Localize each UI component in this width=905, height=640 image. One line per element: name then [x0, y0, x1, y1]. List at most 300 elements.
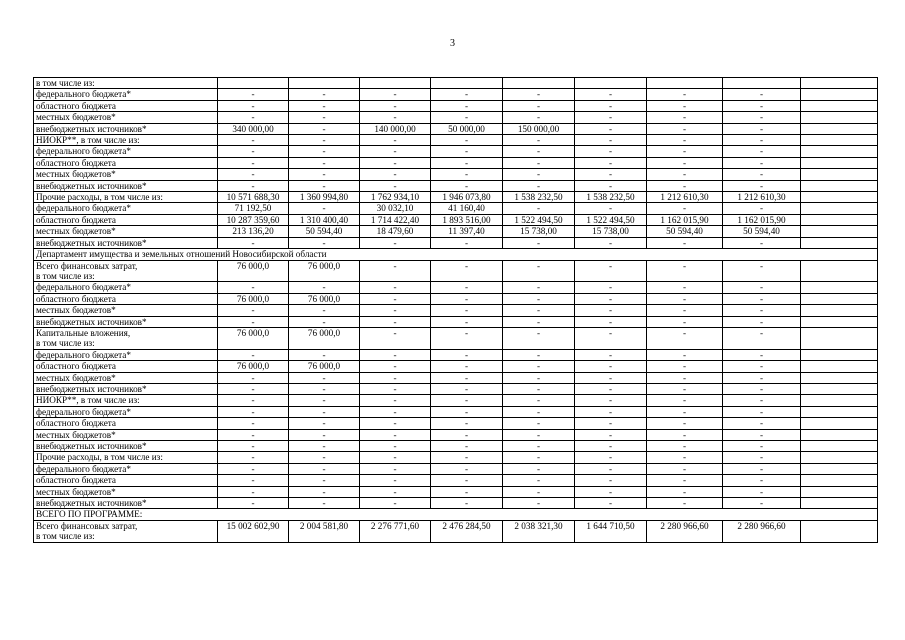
value-cell: [801, 316, 878, 327]
value-cell: -: [360, 327, 431, 349]
value-cell: [801, 214, 878, 225]
row-label-line: местных бюджетов*: [36, 486, 116, 497]
value-cell: -: [218, 475, 289, 486]
table-body: [34, 78, 878, 543]
value-cell: [801, 169, 878, 180]
value-cell: -: [723, 146, 801, 157]
value-cell: [431, 78, 503, 89]
value-cell: -: [503, 463, 575, 474]
value-cell: 15 738,00: [503, 226, 575, 237]
value-cell: -: [647, 316, 723, 327]
value-cell: -: [575, 349, 647, 360]
row-label-line: внебюджетных источников*: [36, 123, 147, 134]
value-cell: -: [647, 305, 723, 316]
value-cell: -: [431, 146, 503, 157]
value-cell: 15 738,00: [575, 226, 647, 237]
value-cell: [647, 78, 723, 89]
table-row: [34, 372, 878, 383]
value-cell: -: [431, 135, 503, 146]
value-cell: -: [289, 237, 360, 248]
row-label-line: федерального бюджета*: [36, 89, 131, 100]
value-cell: 213 136,20: [218, 226, 289, 237]
row-label-line: НИОКР**, в том числе из:: [36, 395, 140, 406]
table-row: [34, 282, 878, 293]
value-cell: -: [647, 349, 723, 360]
value-cell: -: [647, 395, 723, 406]
table-row: [34, 475, 878, 486]
value-cell: -: [431, 498, 503, 509]
value-cell: -: [575, 327, 647, 349]
row-label-line: местных бюджетов*: [36, 429, 116, 440]
value-cell: -: [647, 123, 723, 134]
row-label-line: областного бюджета: [36, 214, 116, 225]
value-cell: -: [431, 260, 503, 282]
value-cell: -: [503, 112, 575, 123]
value-cell: -: [218, 305, 289, 316]
row-label: [34, 203, 218, 214]
value-cell: -: [360, 406, 431, 417]
value-cell: [801, 361, 878, 372]
value-cell: -: [360, 452, 431, 463]
value-cell: -: [647, 260, 723, 282]
value-cell: -: [431, 418, 503, 429]
row-label: [34, 135, 218, 146]
value-cell: -: [360, 441, 431, 452]
value-cell: [801, 157, 878, 168]
row-label-line: федерального бюджета*: [36, 203, 131, 214]
value-cell: -: [431, 463, 503, 474]
value-cell: 76 000,0: [289, 327, 360, 349]
value-cell: -: [218, 282, 289, 293]
value-cell: -: [289, 203, 360, 214]
value-cell: [801, 192, 878, 203]
value-cell: -: [289, 475, 360, 486]
value-cell: -: [360, 305, 431, 316]
value-cell: -: [218, 135, 289, 146]
table-row: [34, 203, 878, 214]
value-cell: -: [289, 429, 360, 440]
value-cell: -: [503, 293, 575, 304]
value-cell: 1 310 400,40: [289, 214, 360, 225]
value-cell: -: [723, 372, 801, 383]
table-row: [34, 406, 878, 417]
value-cell: -: [218, 383, 289, 394]
table-row: [34, 157, 878, 168]
value-cell: -: [723, 100, 801, 111]
value-cell: -: [360, 89, 431, 100]
value-cell: -: [575, 475, 647, 486]
value-cell: [289, 78, 360, 89]
value-cell: -: [503, 452, 575, 463]
value-cell: -: [575, 293, 647, 304]
value-cell: -: [289, 169, 360, 180]
table-row: [34, 316, 878, 327]
value-cell: 10 287 359,60: [218, 214, 289, 225]
table-row: [34, 192, 878, 203]
value-cell: 71 192,50: [218, 203, 289, 214]
value-cell: -: [575, 146, 647, 157]
section-header-row: [34, 249, 878, 260]
value-cell: -: [723, 169, 801, 180]
financing-table: [33, 77, 878, 543]
value-cell: -: [431, 395, 503, 406]
value-cell: -: [360, 135, 431, 146]
value-cell: -: [575, 383, 647, 394]
value-cell: 41 160,40: [431, 203, 503, 214]
value-cell: -: [360, 429, 431, 440]
row-label-line: в том числе из:: [36, 338, 95, 349]
value-cell: -: [503, 327, 575, 349]
value-cell: -: [503, 260, 575, 282]
row-label: [34, 169, 218, 180]
value-cell: -: [218, 169, 289, 180]
table-row: [34, 214, 878, 225]
value-cell: -: [218, 406, 289, 417]
value-cell: -: [723, 441, 801, 452]
row-label-line: областного бюджета: [36, 418, 116, 429]
value-cell: -: [575, 429, 647, 440]
value-cell: -: [647, 418, 723, 429]
value-cell: -: [723, 305, 801, 316]
value-cell: -: [575, 135, 647, 146]
table-row: [34, 395, 878, 406]
value-cell: -: [575, 100, 647, 111]
value-cell: -: [218, 100, 289, 111]
row-label: [34, 89, 218, 100]
row-label-line: местных бюджетов*: [36, 169, 116, 180]
row-label: [34, 498, 218, 509]
value-cell: [801, 78, 878, 89]
value-cell: [801, 395, 878, 406]
value-cell: -: [723, 203, 801, 214]
value-cell: -: [723, 293, 801, 304]
value-cell: -: [360, 112, 431, 123]
value-cell: -: [360, 463, 431, 474]
value-cell: -: [289, 123, 360, 134]
value-cell: -: [575, 406, 647, 417]
value-cell: -: [360, 293, 431, 304]
value-cell: 11 397,40: [431, 226, 503, 237]
table-row: [34, 429, 878, 440]
row-label: [34, 282, 218, 293]
value-cell: -: [431, 452, 503, 463]
value-cell: -: [289, 383, 360, 394]
row-label-line: местных бюджетов*: [36, 226, 116, 237]
value-cell: [801, 429, 878, 440]
value-cell: -: [575, 316, 647, 327]
value-cell: [218, 78, 289, 89]
value-cell: -: [647, 383, 723, 394]
value-cell: -: [360, 146, 431, 157]
value-cell: -: [503, 498, 575, 509]
value-cell: [801, 372, 878, 383]
value-cell: 30 032,10: [360, 203, 431, 214]
value-cell: -: [503, 169, 575, 180]
value-cell: 2 276 771,60: [360, 520, 431, 542]
value-cell: [801, 237, 878, 248]
row-label-line: внебюджетных источников*: [36, 316, 147, 327]
value-cell: -: [431, 475, 503, 486]
row-label-line: Всего финансовых затрат,: [36, 520, 138, 531]
row-label-line: местных бюджетов*: [36, 305, 116, 316]
value-cell: -: [503, 406, 575, 417]
value-cell: -: [360, 180, 431, 191]
value-cell: -: [360, 383, 431, 394]
value-cell: -: [431, 157, 503, 168]
value-cell: 1 893 516,00: [431, 214, 503, 225]
value-cell: -: [431, 169, 503, 180]
value-cell: 76 000,0: [289, 361, 360, 372]
row-label-line: Прочие расходы, в том числе из:: [36, 452, 163, 463]
value-cell: -: [723, 406, 801, 417]
value-cell: -: [289, 282, 360, 293]
value-cell: [575, 78, 647, 89]
value-cell: -: [723, 89, 801, 100]
value-cell: 18 479,60: [360, 226, 431, 237]
value-cell: -: [360, 372, 431, 383]
value-cell: -: [503, 180, 575, 191]
value-cell: -: [723, 135, 801, 146]
value-cell: [801, 486, 878, 497]
value-cell: -: [289, 316, 360, 327]
value-cell: -: [503, 237, 575, 248]
value-cell: 50 594,40: [647, 226, 723, 237]
table-row: [34, 498, 878, 509]
value-cell: -: [431, 486, 503, 497]
value-cell: -: [647, 372, 723, 383]
table-row: [34, 305, 878, 316]
value-cell: -: [218, 89, 289, 100]
value-cell: -: [218, 463, 289, 474]
row-label-line: внебюджетных источников*: [36, 441, 147, 451]
value-cell: -: [503, 475, 575, 486]
row-label: [34, 372, 218, 383]
row-label-line: местных бюджетов*: [36, 372, 116, 383]
value-cell: 1 212 610,30: [723, 192, 801, 203]
value-cell: 1 946 073,80: [431, 192, 503, 203]
value-cell: 2 280 966,60: [723, 520, 801, 542]
value-cell: -: [647, 169, 723, 180]
table-row: [34, 100, 878, 111]
value-cell: -: [503, 146, 575, 157]
value-cell: -: [575, 282, 647, 293]
value-cell: [723, 78, 801, 89]
value-cell: 2 038 321,30: [503, 520, 575, 542]
value-cell: -: [575, 372, 647, 383]
value-cell: -: [218, 418, 289, 429]
value-cell: -: [289, 180, 360, 191]
value-cell: -: [723, 418, 801, 429]
value-cell: -: [647, 135, 723, 146]
row-label-line: Капитальные вложения,: [36, 327, 131, 338]
value-cell: -: [723, 383, 801, 394]
value-cell: [801, 463, 878, 474]
row-label: [34, 475, 218, 486]
value-cell: [801, 418, 878, 429]
value-cell: -: [647, 282, 723, 293]
value-cell: -: [503, 157, 575, 168]
value-cell: -: [289, 486, 360, 497]
value-cell: -: [575, 498, 647, 509]
value-cell: 50 594,40: [723, 226, 801, 237]
row-label: [34, 441, 218, 452]
value-cell: -: [723, 123, 801, 134]
table-row: [34, 180, 878, 191]
value-cell: -: [503, 372, 575, 383]
value-cell: -: [360, 260, 431, 282]
table-row: [34, 169, 878, 180]
value-cell: -: [723, 486, 801, 497]
value-cell: -: [503, 441, 575, 452]
value-cell: 76 000,0: [289, 260, 360, 282]
value-cell: [801, 327, 878, 349]
value-cell: 2 004 581,80: [289, 520, 360, 542]
value-cell: -: [431, 327, 503, 349]
row-label: [34, 429, 218, 440]
value-cell: -: [289, 349, 360, 360]
value-cell: -: [503, 305, 575, 316]
value-cell: 10 571 688,30: [218, 192, 289, 203]
row-label: [34, 192, 218, 203]
value-cell: -: [723, 498, 801, 509]
row-label: [34, 316, 218, 327]
value-cell: -: [647, 237, 723, 248]
value-cell: -: [503, 203, 575, 214]
value-cell: -: [575, 157, 647, 168]
row-label: [34, 418, 218, 429]
row-label: [34, 327, 218, 349]
value-cell: -: [723, 237, 801, 248]
row-label-line: областного бюджета: [36, 100, 116, 111]
value-cell: [801, 282, 878, 293]
value-cell: -: [289, 305, 360, 316]
value-cell: -: [647, 361, 723, 372]
value-cell: -: [503, 361, 575, 372]
value-cell: 76 000,0: [218, 293, 289, 304]
value-cell: 1 644 710,50: [575, 520, 647, 542]
row-label: [34, 180, 218, 191]
table-row: [34, 486, 878, 497]
value-cell: -: [723, 282, 801, 293]
value-cell: -: [431, 349, 503, 360]
page-number: 3: [450, 38, 455, 49]
value-cell: -: [503, 316, 575, 327]
value-cell: -: [360, 157, 431, 168]
value-cell: -: [575, 418, 647, 429]
value-cell: -: [647, 293, 723, 304]
value-cell: -: [289, 406, 360, 417]
value-cell: -: [575, 123, 647, 134]
value-cell: -: [360, 282, 431, 293]
row-label-line: федерального бюджета*: [36, 349, 131, 360]
value-cell: -: [289, 452, 360, 463]
value-cell: -: [431, 237, 503, 248]
value-cell: -: [503, 418, 575, 429]
row-label: [34, 260, 218, 282]
value-cell: [801, 100, 878, 111]
row-label: [34, 78, 218, 89]
value-cell: -: [218, 112, 289, 123]
row-label: [34, 463, 218, 474]
table-row: [34, 146, 878, 157]
value-cell: 1 538 232,50: [503, 192, 575, 203]
value-cell: -: [431, 100, 503, 111]
value-cell: [801, 498, 878, 509]
value-cell: -: [647, 327, 723, 349]
row-label: [34, 520, 218, 542]
value-cell: -: [723, 157, 801, 168]
value-cell: -: [218, 349, 289, 360]
row-label: [34, 237, 218, 248]
value-cell: -: [289, 146, 360, 157]
row-label: [34, 123, 218, 134]
value-cell: -: [431, 372, 503, 383]
value-cell: -: [647, 100, 723, 111]
value-cell: -: [647, 486, 723, 497]
value-cell: -: [431, 305, 503, 316]
value-cell: -: [575, 260, 647, 282]
value-cell: -: [647, 406, 723, 417]
value-cell: -: [360, 361, 431, 372]
value-cell: -: [360, 349, 431, 360]
table-row: [34, 237, 878, 248]
value-cell: 140 000,00: [360, 123, 431, 134]
value-cell: [801, 260, 878, 282]
table-row: [34, 349, 878, 360]
value-cell: -: [575, 463, 647, 474]
row-label: [34, 361, 218, 372]
row-label-line: областного бюджета: [36, 361, 116, 372]
value-cell: -: [289, 395, 360, 406]
section-title: Департамент имущества и земельных отношений Новосибирской области: [34, 249, 878, 260]
value-cell: -: [723, 112, 801, 123]
value-cell: [801, 305, 878, 316]
value-cell: -: [431, 441, 503, 452]
row-label-line: федерального бюджета*: [36, 406, 131, 417]
row-label: [34, 112, 218, 123]
table-row: [34, 463, 878, 474]
value-cell: -: [647, 441, 723, 452]
value-cell: 1 762 934,10: [360, 192, 431, 203]
value-cell: 76 000,0: [218, 260, 289, 282]
value-cell: -: [289, 463, 360, 474]
table-row: [34, 520, 878, 542]
value-cell: [801, 180, 878, 191]
value-cell: -: [431, 361, 503, 372]
value-cell: -: [289, 157, 360, 168]
value-cell: [801, 135, 878, 146]
value-cell: [801, 293, 878, 304]
value-cell: 1 162 015,90: [647, 214, 723, 225]
value-cell: -: [289, 418, 360, 429]
row-label: [34, 214, 218, 225]
table-row: [34, 78, 878, 89]
value-cell: [801, 406, 878, 417]
value-cell: -: [360, 486, 431, 497]
value-cell: 1 538 232,50: [575, 192, 647, 203]
value-cell: [801, 520, 878, 542]
value-cell: -: [575, 112, 647, 123]
table-row: [34, 135, 878, 146]
value-cell: -: [289, 100, 360, 111]
value-cell: -: [575, 395, 647, 406]
row-label-line: внебюджетных источников*: [36, 237, 147, 248]
value-cell: -: [503, 429, 575, 440]
value-cell: -: [218, 486, 289, 497]
value-cell: [801, 441, 878, 452]
value-cell: 1 212 610,30: [647, 192, 723, 203]
value-cell: [801, 226, 878, 237]
